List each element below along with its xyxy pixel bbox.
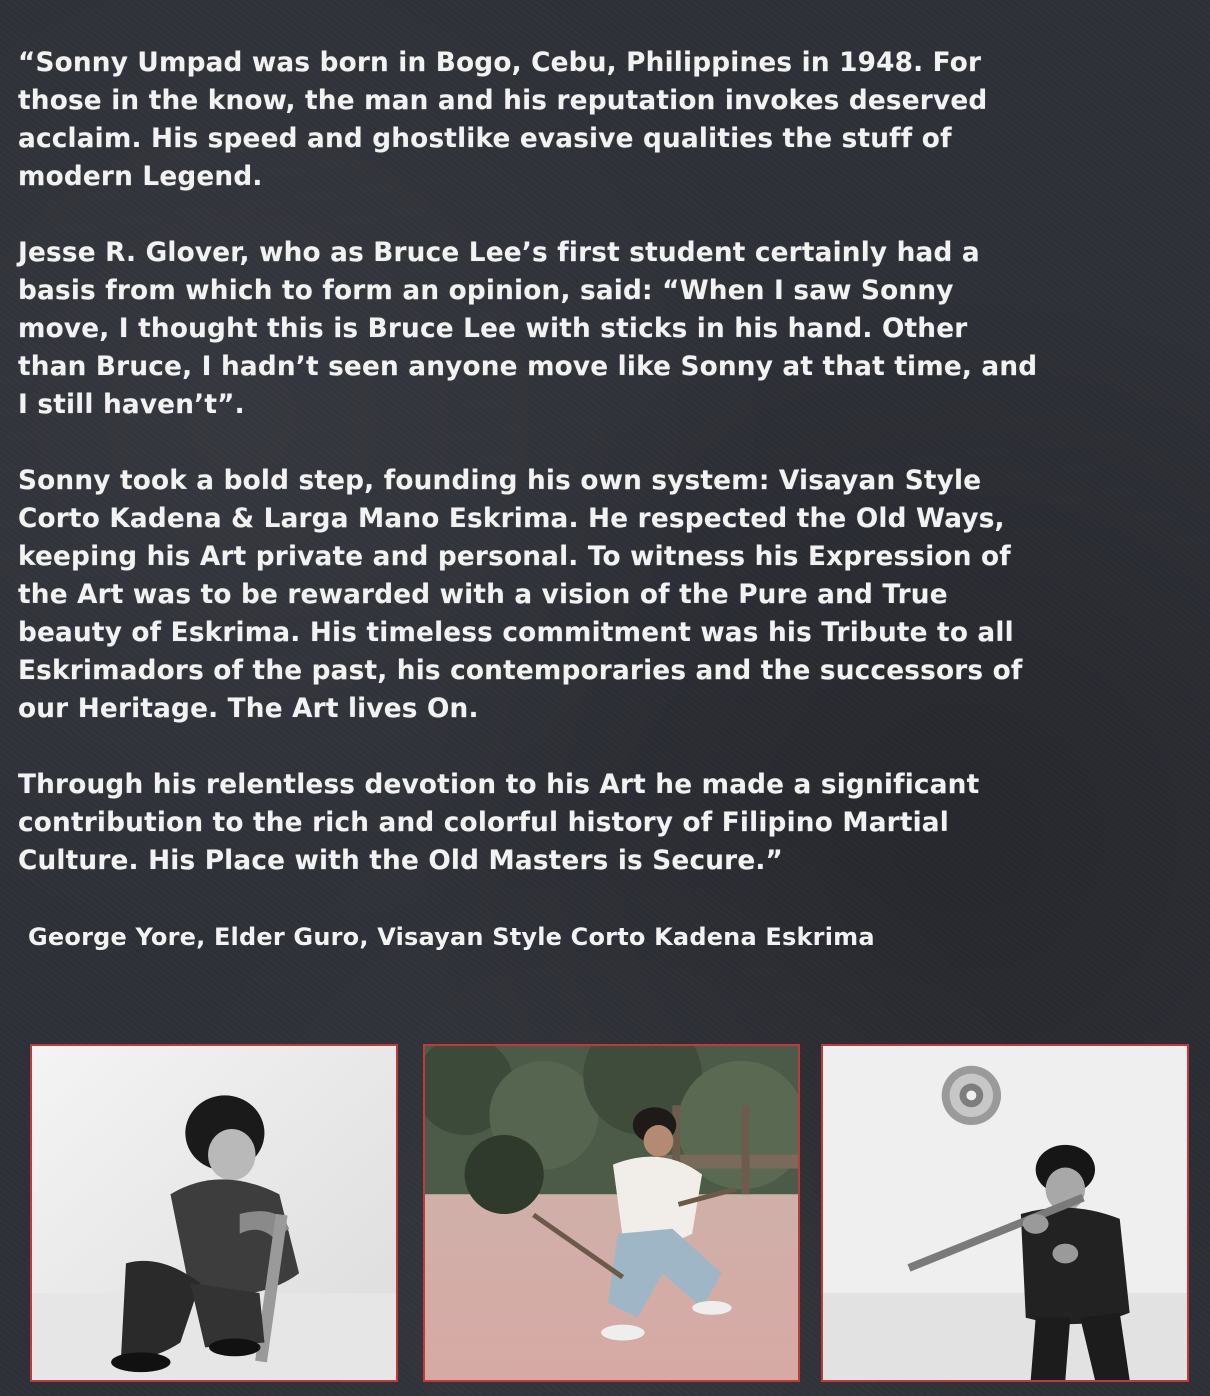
attribution: George Yore, Elder Guro, Visayan Style Corto Kadena Eskrima — [28, 923, 875, 951]
paragraph-1 — [18, 44, 1198, 196]
text-line: our Heritage. The Art lives On. — [18, 694, 479, 724]
photo-stick-guard-stance — [821, 1044, 1189, 1382]
text-line: the Art was to be rewarded with a vision of the Pure and True — [18, 580, 948, 610]
quote-text-block — [18, 44, 1198, 918]
text-line: those in the know, the man and his reputation invokes deserved — [18, 86, 988, 116]
text-line: beauty of Eskrima. His timeless commitment was his Tribute to all — [18, 618, 1014, 648]
paragraph-2 — [18, 234, 1198, 424]
text-line: contribution to the rich and colorful history of Filipino Martial — [18, 808, 949, 838]
text-line: modern Legend. — [18, 162, 263, 192]
photo-outdoor-crouch — [423, 1044, 800, 1382]
text-line: keeping his Art private and personal. To witness his Expression of — [18, 542, 1011, 572]
text-line: move, I thought this is Bruce Lee with sticks in his hand. Other — [18, 314, 968, 344]
text-line: Sonny took a bold step, founding his own system: Visayan Style — [18, 466, 982, 496]
photo-kneeling-stick-pose — [30, 1044, 398, 1382]
text-line: Eskrimadors of the past, his contemporaries and the successors of — [18, 656, 1023, 686]
paragraph-3 — [18, 462, 1198, 728]
text-line: I still haven’t”. — [18, 390, 245, 420]
text-line: than Bruce, I hadn’t seen anyone move like Sonny at that time, and — [18, 352, 1038, 382]
paragraph-4 — [18, 766, 1198, 880]
text-line: “Sonny Umpad was born in Bogo, Cebu, Philippines in 1948. For — [18, 48, 982, 78]
text-line: basis from which to form an opinion, said: “When I saw Sonny — [18, 276, 954, 306]
text-line: acclaim. His speed and ghostlike evasive qualities the stuff of — [18, 124, 952, 154]
text-line: Through his relentless devotion to his Art he made a significant — [18, 770, 980, 800]
text-line: Corto Kadena & Larga Mano Eskrima. He respected the Old Ways, — [18, 504, 1005, 534]
text-line: Culture. His Place with the Old Masters is Secure.” — [18, 846, 784, 876]
text-line: Jesse R. Glover, who as Bruce Lee’s first student certainly had a — [18, 238, 980, 268]
